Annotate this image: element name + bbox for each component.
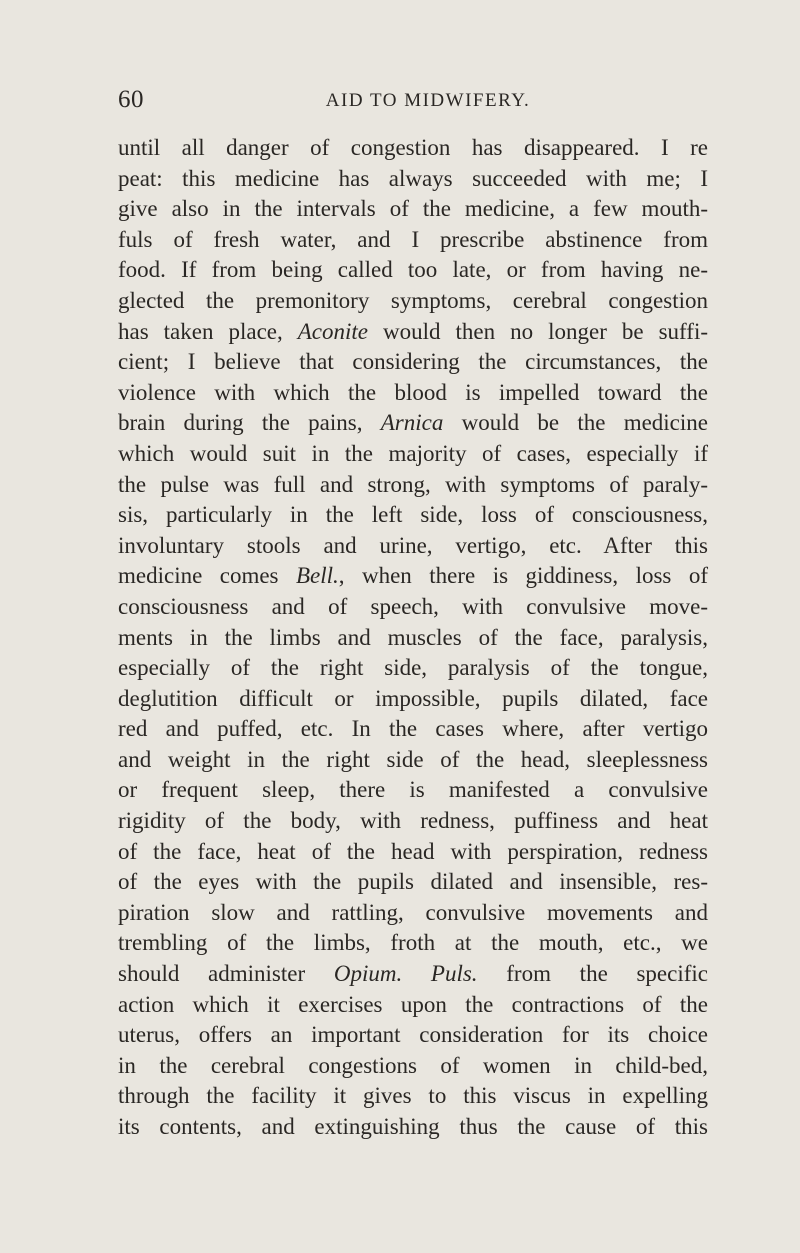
text-line: sis, particularly in the left side, loss of consciousness, <box>118 502 708 528</box>
text-line: cient; I believe that considering the circumstances, the <box>118 349 708 375</box>
remedy-name: Arnica <box>380 410 444 436</box>
text-line: red and puffed, etc. In the cases where, after vertigo <box>118 716 708 742</box>
text-line: glected the premonitory symptoms, cerebral congestion <box>118 287 708 313</box>
text-line: involuntary stools and urine, vertigo, etc. After this <box>118 532 708 558</box>
text-line: deglutition difficult or impossible, pupils dilated, face <box>118 685 708 711</box>
text-line: violence with which the blood is impelled toward the <box>118 379 708 405</box>
text-line: of the eyes with the pupils dilated and insensible, res- <box>118 869 708 895</box>
text-line: of the face, heat of the head with perspiration, redness <box>118 838 708 864</box>
remedy-name: Opium. <box>333 961 403 987</box>
text-line: brain during the pains, Arnica would be the medicine <box>118 410 708 436</box>
text-line: food. If from being called too late, or from having ne- <box>118 257 708 283</box>
text-line: the pulse was full and strong, with symptoms of paraly- <box>118 471 708 497</box>
text-line: and weight in the right side of the head, sleeplessness <box>118 746 708 772</box>
text-line: give also in the intervals of the medicine, a few mouth- <box>118 196 708 222</box>
text-line: action which it exercises upon the contractions of the <box>118 991 708 1017</box>
remedy-name: Bell. <box>295 563 339 589</box>
text-line: which would suit in the majority of cases, especially if <box>118 440 708 466</box>
text-line: until all danger of congestion has disappeared. I re <box>118 135 708 160</box>
remedy-name: Aconite <box>297 318 368 344</box>
text-line: rigidity of the body, with redness, puffiness and heat <box>118 808 708 834</box>
text-line: trembling of the limbs, froth at the mouth, etc., we <box>118 930 708 956</box>
text-line: uterus, offers an important consideration for its choice <box>118 1022 708 1048</box>
text-line: has taken place, Aconite would then no longer be suffi- <box>118 318 708 344</box>
running-title: AID TO MIDWIFERY. <box>325 90 531 111</box>
text-line: peat: this medicine has always succeeded with me; I <box>118 165 708 191</box>
remedy-name: Puls. <box>430 961 478 987</box>
text-line: consciousness and of speech, with convulsive move- <box>118 593 708 619</box>
page-number: 60 <box>118 86 144 113</box>
text-line: in the cerebral congestions of women in child-bed, <box>118 1052 708 1078</box>
text-line: should administer Opium. Puls. from the specific <box>118 961 708 987</box>
body-text <box>118 133 708 1143</box>
text-line: or frequent sleep, there is manifested a convulsive <box>118 777 708 803</box>
text-line: through the facility it gives to this viscus in expelling <box>118 1083 708 1109</box>
running-head <box>118 86 708 116</box>
text-line: ments in the limbs and muscles of the face, paralysis, <box>118 624 708 650</box>
text-line: especially of the right side, paralysis of the tongue, <box>118 655 708 681</box>
text-line: fuls of fresh water, and I prescribe abstinence from <box>118 226 708 252</box>
text-line: its contents, and extinguishing thus the cause of this <box>118 1114 708 1139</box>
text-line: piration slow and rattling, convulsive movements and <box>118 899 708 925</box>
text-line: medicine comes Bell., when there is giddiness, loss of <box>118 563 709 589</box>
